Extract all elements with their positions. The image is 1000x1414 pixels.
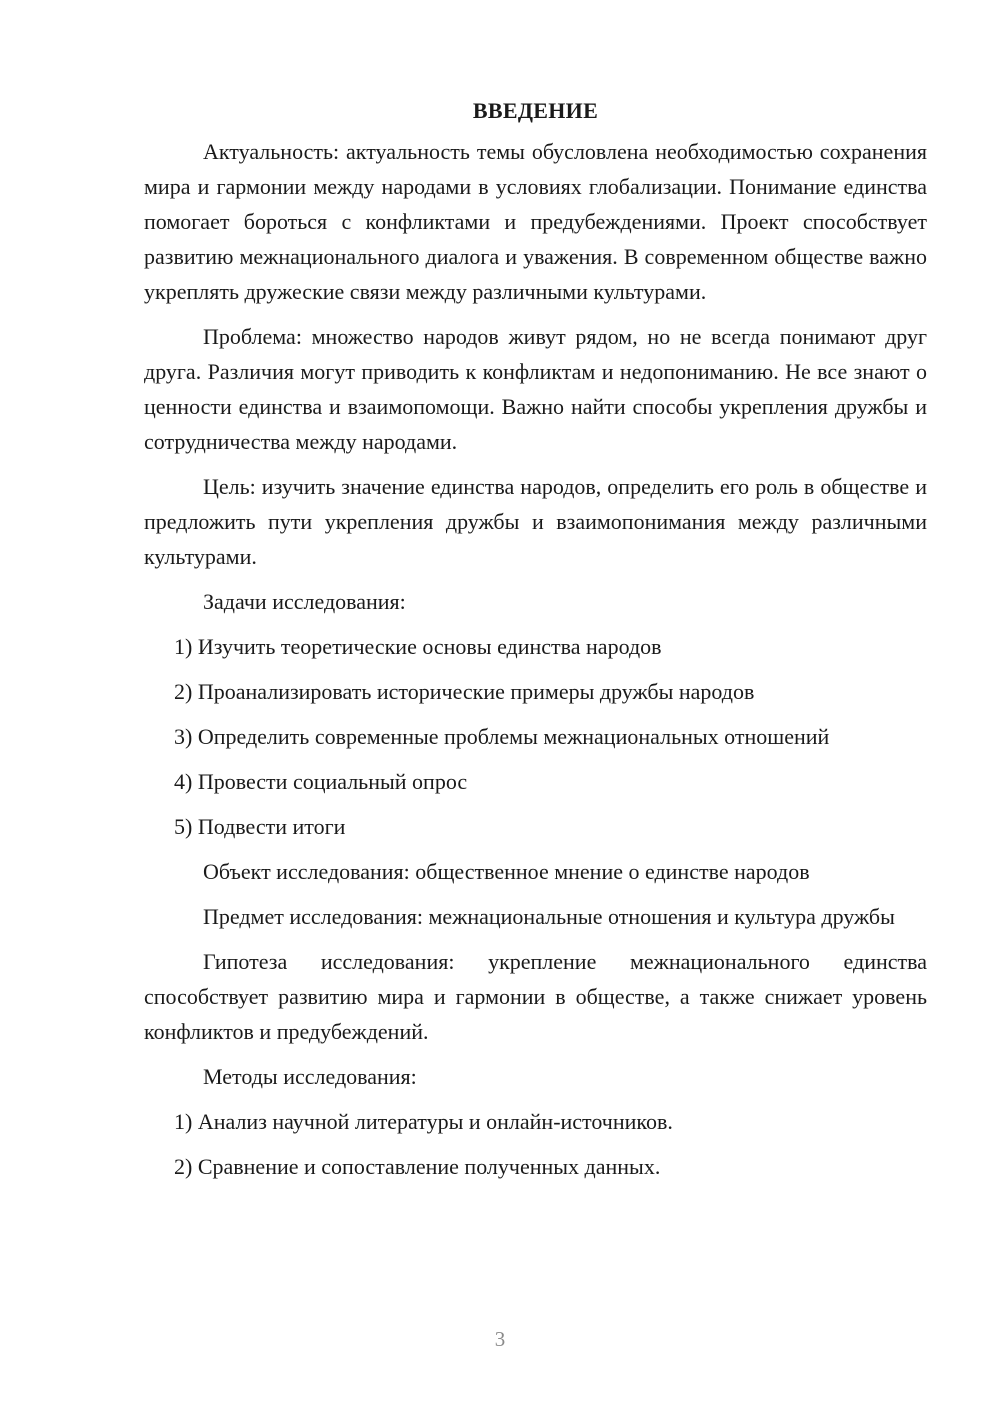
tasks-heading: Задачи исследования:	[203, 589, 406, 614]
method-item-2: 2) Сравнение и сопоставление полученных данных.	[174, 1154, 661, 1179]
hypothesis-paragraph: Гипотеза исследования: укрепление межнационального единства способствует развитию мира и гармонии в обществе, а также снижает уровень конфликтов и предубеждений.	[144, 949, 927, 1044]
task-item-5: 5) Подвести итоги	[174, 814, 346, 839]
task-item-1: 1) Изучить теоретические основы единства народов	[174, 634, 662, 659]
relevance-paragraph: Актуальность: актуальность темы обусловлена необходимостью сохранения мира и гармонии между народами в условиях глобализации. Понимание единства помогает бороться с конфликтами и предубеждениями. Проект способствует развитию межнационального диалога и уважения. В современном обществе важно укреплять дружеские связи между различными культурами.	[144, 139, 927, 304]
problem-paragraph: Проблема: множество народов живут рядом, но не всегда понимают друг друга. Различия могут приводить к конфликтам и недопониманию. Не все знают о ценности единства и взаимопомощи. Важно найти способы укрепления дружбы и сотрудничества между народами.	[144, 324, 927, 454]
goal-paragraph: Цель: изучить значение единства народов, определить его роль в обществе и предложить пути укрепления дружбы и взаимопонимания между различными культурами.	[144, 474, 927, 569]
page-number: 3	[494, 1327, 506, 1351]
task-item-3: 3) Определить современные проблемы межнациональных отношений	[174, 724, 830, 749]
section-title: ВВЕДЕНИЕ	[472, 98, 599, 123]
method-item-1: 1) Анализ научной литературы и онлайн-источников.	[174, 1109, 673, 1134]
subject-paragraph: Предмет исследования: межнациональные отношения и культура дружбы	[203, 904, 895, 929]
object-paragraph: Объект исследования: общественное мнение о единстве народов	[203, 859, 810, 884]
methods-heading: Методы исследования:	[203, 1064, 417, 1089]
task-item-2: 2) Проанализировать исторические примеры дружбы народов	[174, 679, 755, 704]
document-page	[144, 93, 927, 1194]
task-item-4: 4) Провести социальный опрос	[174, 769, 468, 794]
